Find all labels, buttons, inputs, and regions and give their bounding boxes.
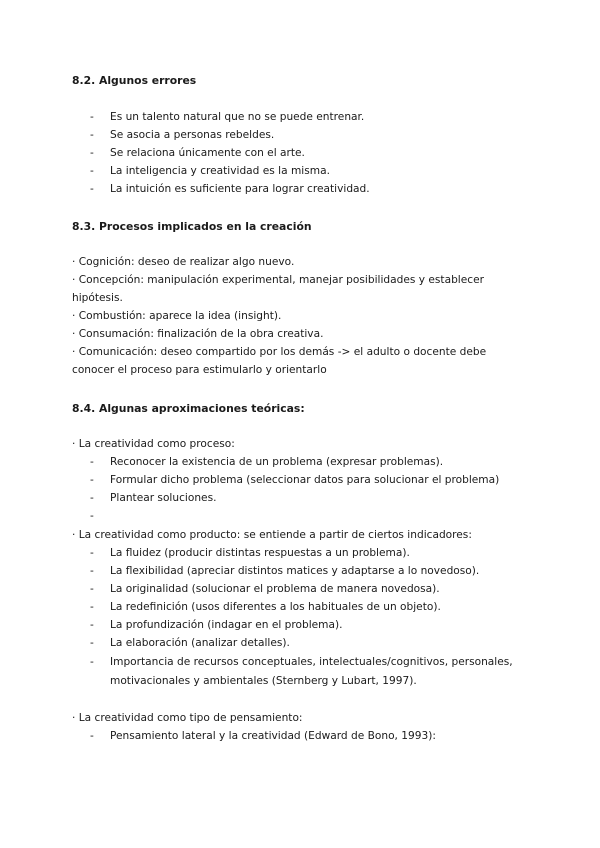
list-item-text: Formular dicho problema (seleccionar datos para solucionar el problema) [110,474,500,486]
list-item-text: Es un talento natural que no se puede entrenar. [110,111,365,123]
list-item-text: La fluidez (producir distintas respuestas a un problema). [110,547,410,559]
list-item [90,510,110,522]
list-item [90,492,216,504]
paragraph-line: · La creatividad como tipo de pensamiento: [72,712,303,724]
list-item-text: La redefinición (usos diferentes a los habituales de un objeto). [110,601,441,613]
paragraph-line: · Concepción: manipulación experimental, manejar posibilidades y establecer [72,274,484,286]
list-item [90,111,364,123]
list-item-text: Pensamiento lateral y la creatividad (Edward de Bono, 1993): [110,730,436,742]
list-item-continuation: motivacionales y ambientales (Sternberg y Lubart, 1997). [110,675,417,687]
list-item [90,637,290,649]
dash-bullet: - [90,656,94,668]
list-item [90,165,330,177]
dash-bullet: - [90,165,94,177]
dash-bullet: - [90,565,94,577]
list-item [90,547,410,559]
dash-bullet: - [90,730,94,742]
paragraph-line: · La creatividad como producto: se entiende a partir de ciertos indicadores: [72,529,472,541]
paragraph-line: · Consumación: finalización de la obra creativa. [72,328,324,340]
list-item-text: Plantear soluciones. [110,492,217,504]
dash-bullet: - [90,619,94,631]
paragraph-line: · Combustión: aparece la idea (insight). [72,310,282,322]
list-item [90,656,513,668]
dash-bullet: - [90,111,94,123]
paragraph-line: · Cognición: deseo de realizar algo nuevo. [72,256,295,268]
paragraph-line: conocer el proceso para estimularlo y orientarlo [72,364,327,376]
paragraph-line: · Comunicación: deseo compartido por los demás -> el adulto o docente debe [72,346,487,358]
list-item-text: Se asocia a personas rebeldes. [110,129,275,141]
dash-bullet: - [90,583,94,595]
dash-bullet: - [90,601,94,613]
list-item [90,583,440,595]
dash-bullet: - [90,456,94,468]
list-item-text: La flexibilidad (apreciar distintos matices y adaptarse a lo novedoso). [110,565,480,577]
list-item [90,474,499,486]
list-item-text: La elaboración (analizar detalles). [110,637,290,649]
list-item-text: La intuición es suficiente para lograr creatividad. [110,183,370,195]
list-item [90,129,274,141]
paragraph-line: hipótesis. [72,292,123,304]
list-item-text: La originalidad (solucionar el problema de manera novedosa). [110,583,440,595]
dash-bullet: - [90,129,94,141]
section-heading-8-4: 8.4. Algunas aproximaciones teóricas: [72,402,305,415]
list-item-text: La profundización (indagar en el problema). [110,619,343,631]
list-item-text: Reconocer la existencia de un problema (expresar problemas). [110,456,444,468]
paragraph-line: · La creatividad como proceso: [72,438,235,450]
dash-bullet: - [90,637,94,649]
list-item [90,730,436,742]
list-item-text: Importancia de recursos conceptuales, intelectuales/cognitivos, personales, [110,656,513,668]
section-heading-8-2: 8.2. Algunos errores [72,74,197,87]
list-item [90,619,343,631]
dash-bullet: - [90,492,94,504]
section-heading-8-3: 8.3. Procesos implicados en la creación [72,220,312,233]
list-item [90,565,479,577]
dash-bullet: - [90,183,94,195]
list-item [90,147,305,159]
dash-bullet: - [90,474,94,486]
dash-bullet: - [90,547,94,559]
list-item [90,456,443,468]
list-item [90,601,441,613]
list-item [90,183,370,195]
list-item-text: La inteligencia y creatividad es la misma. [110,165,330,177]
dash-bullet: - [90,147,94,159]
list-item-text: Se relaciona únicamente con el arte. [110,147,305,159]
dash-bullet: - [90,510,94,522]
